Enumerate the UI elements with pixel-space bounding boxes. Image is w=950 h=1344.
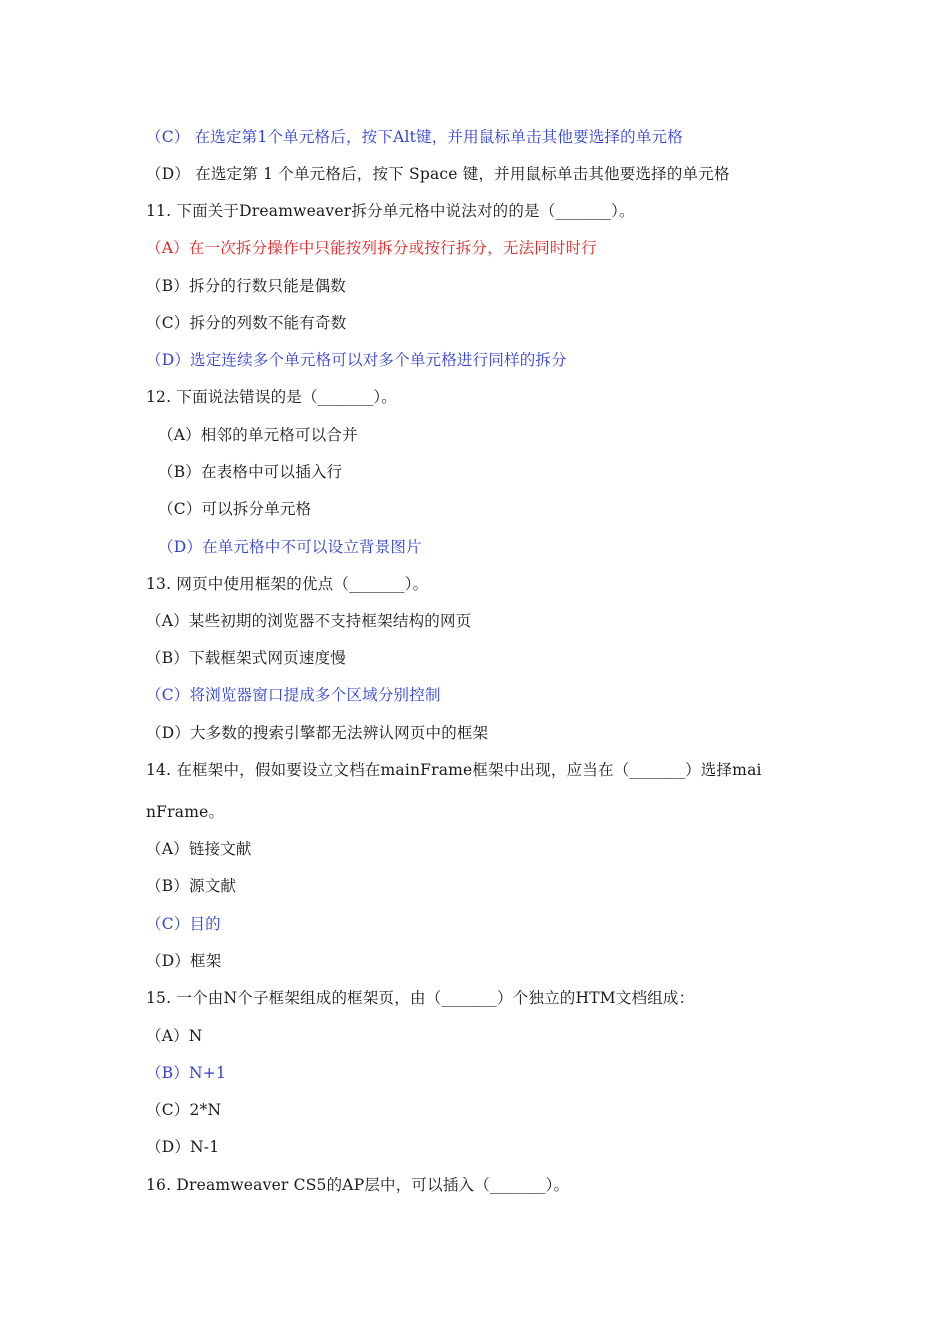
q10-option-d: （D） 在选定第 1 个单元格后，按下 Space 键，并用鼠标单击其他要选择的单元格 [146, 165, 730, 183]
q14-question: 14. 在框架中，假如要设立文档在mainFrame框架中出现，应当在（_______）选择mai [146, 761, 762, 779]
q10-option-c: （C） 在选定第1个单元格后，按下Alt键，并用鼠标单击其他要选择的单元格 [146, 128, 683, 146]
q11-option-c: （C）拆分的列数不能有奇数 [146, 314, 347, 332]
q16-question: 16. Dreamweaver CS5的AP层中，可以插入（_______）。 [146, 1176, 570, 1194]
q14-option-c: （C）目的 [146, 915, 221, 933]
q12-question: 12. 下面说法错误的是（_______）。 [146, 388, 397, 406]
q11-option-d: （D）选定连续多个单元格可以对多个单元格进行同样的拆分 [146, 351, 567, 369]
q12-option-b: （B）在表格中可以插入行 [158, 463, 343, 481]
q15-option-b: （B）N+1 [146, 1064, 227, 1082]
q13-option-b: （B）下载框架式网页速度慢 [146, 649, 346, 667]
q13-option-d: （D）大多数的搜索引擎都无法辨认网页中的框架 [146, 724, 489, 742]
q11-question: 11. 下面关于Dreamweaver拆分单元格中说法对的的是（_______）。 [146, 202, 635, 220]
q12-option-d: （D）在单元格中不可以设立背景图片 [158, 538, 422, 556]
q11-option-a: （A）在一次拆分操作中只能按列拆分或按行拆分，无法同时时行 [146, 239, 597, 257]
q12-option-c: （C）可以拆分单元格 [158, 500, 312, 518]
q14-option-d: （D）框架 [146, 952, 222, 970]
q13-option-c: （C）将浏览器窗口提成多个区域分别控制 [146, 686, 441, 704]
q14-option-a: （A）链接文献 [146, 840, 252, 858]
q15-question: 15. 一个由N个子框架组成的框架页，由（_______）个独立的HTM文档组成： [146, 989, 695, 1007]
q13-question: 13. 网页中使用框架的优点（_______）。 [146, 575, 429, 593]
q15-option-a: （A）N [146, 1027, 203, 1045]
q15-option-d: （D）N-1 [146, 1138, 220, 1156]
q12-option-a: （A）相邻的单元格可以合并 [158, 426, 358, 444]
q15-option-c: （C）2*N [146, 1101, 222, 1119]
q14-option-b: （B）源文献 [146, 877, 237, 895]
q13-option-a: （A）某些初期的浏览器不支持框架结构的网页 [146, 612, 472, 630]
q11-option-b: （B）拆分的行数只能是偶数 [146, 277, 346, 295]
q14-question-cont: nFrame。 [146, 803, 225, 821]
